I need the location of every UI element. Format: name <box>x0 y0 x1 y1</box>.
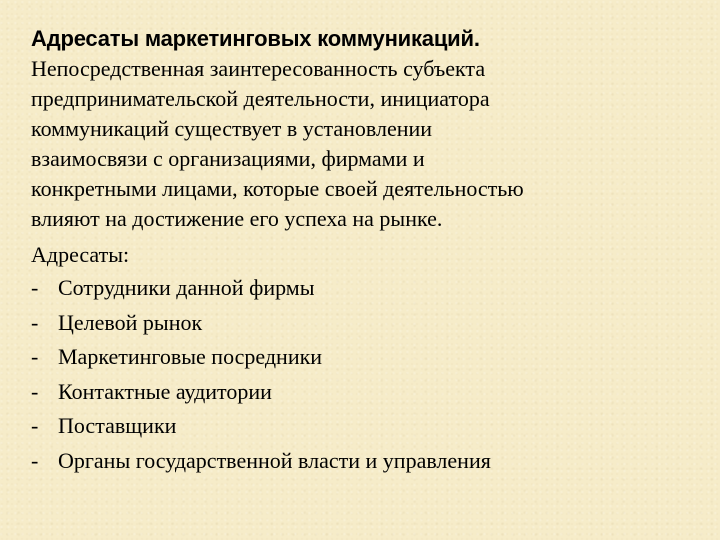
list-item-label: Поставщики <box>58 413 177 439</box>
recipients-list <box>31 271 701 479</box>
list-item-label: Органы государственной власти и управления <box>58 447 491 473</box>
intro-line: предпринимательской деятельности, инициатора <box>31 86 490 111</box>
list-item-label: Контактные аудитории <box>58 378 272 404</box>
list-item-label: Сотрудники данной фирмы <box>58 275 315 300</box>
dash-bullet: - <box>31 309 39 335</box>
slide-title: Адресаты маркетинговых коммуникаций. <box>31 26 480 51</box>
list-item <box>31 271 701 306</box>
list-item <box>31 444 701 479</box>
dash-bullet: - <box>31 447 39 473</box>
intro-line: коммуникаций существует в установлении <box>31 116 433 141</box>
list-item <box>31 306 701 341</box>
dash-bullet: - <box>31 344 39 370</box>
dash-bullet: - <box>31 378 39 404</box>
dash-bullet: - <box>31 275 39 300</box>
recipients-label: Адресаты: <box>31 242 130 267</box>
slide-content <box>31 24 701 479</box>
list-item <box>31 375 701 410</box>
list-item <box>31 409 701 444</box>
intro-line: конкретными лицами, которые своей деятельностью <box>31 176 524 201</box>
list-item-label: Маркетинговые посредники <box>58 344 323 370</box>
intro-paragraph <box>31 54 701 234</box>
intro-line: влияют на достижение его успеха на рынке. <box>31 206 443 231</box>
list-item <box>31 340 701 375</box>
intro-line: Непосредственная заинтересованность субъекта <box>31 56 486 81</box>
dash-bullet: - <box>31 413 39 439</box>
list-item-label: Целевой рынок <box>58 309 203 335</box>
intro-line: взаимосвязи с организациями, фирмами и <box>31 146 425 171</box>
